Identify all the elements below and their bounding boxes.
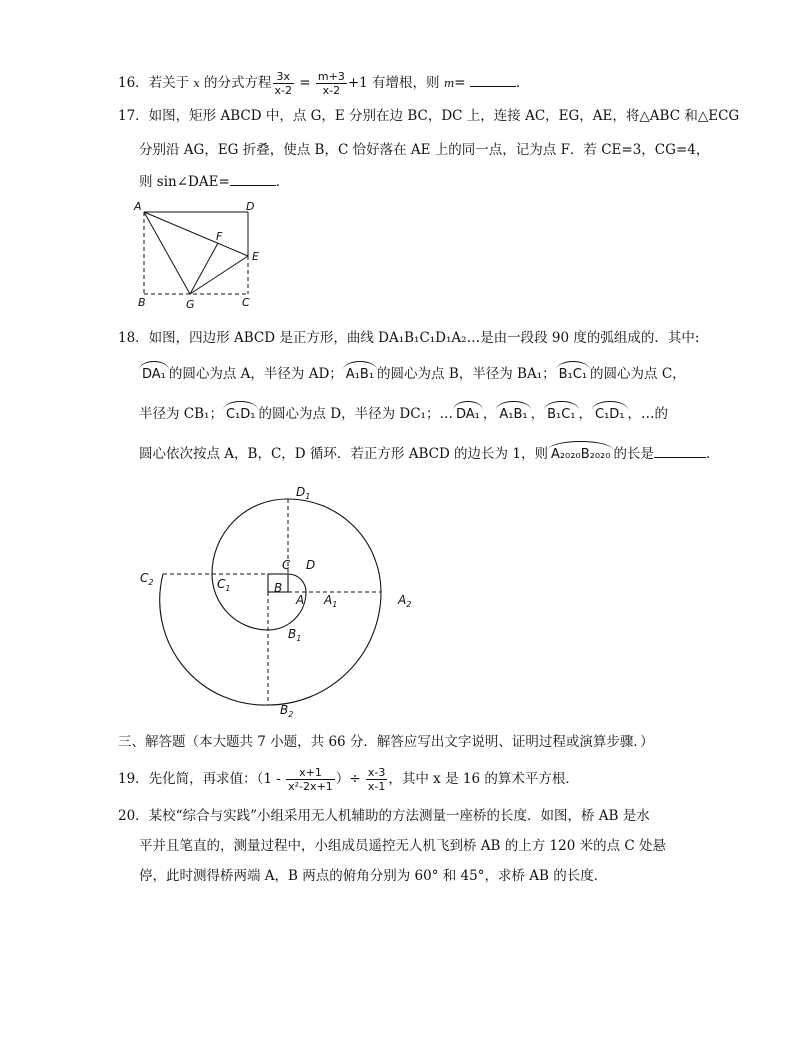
question-16: 16．若关于 x 的分式方程 $\frac{3x}{x-2}$ = $\frac{m+3}{x-2}$ +1 有增根，则 m= . — [118, 70, 521, 97]
fraction-x1: $\frac{x+1}{\text{x²-2x+1}}$ — [288, 766, 333, 793]
label-D: D — [306, 558, 316, 572]
label-A1: $A_1$ — [324, 593, 338, 609]
question-18-line-2: DA₁ 的圆心为点 A，半径为 AD； A₁B₁ 的圆心为点 B，半径为 BA₁； B₁C₁ 的圆心为点 C， — [139, 364, 686, 385]
question-18-line-3: 半径为 CB₁； C₁D₁ 的圆心为点 D，半径为 DC₁；… DA₁ ， A₁B₁ ， B₁C₁ ， C₁D₁ ，…的 — [139, 404, 668, 425]
label-E: E — [252, 250, 259, 263]
label-C: C — [242, 296, 250, 309]
label-C2: $C_2$ — [140, 571, 154, 587]
label-B: B — [138, 296, 146, 309]
label-A: A — [296, 593, 305, 607]
label-D: D — [246, 200, 255, 213]
question-17-line-2: 分别沿 AG，EG 折叠，使点 B，C 恰好落在 AE 上的同一点，记为点 F．若 CE=3，CG=4， — [139, 142, 710, 158]
question-18-line-1: 18．如图，四边形 ABCD 是正方形，曲线 DA₁B₁C₁D₁A₂…是由一段段 90 度的弧组成的．其中: — [118, 330, 700, 346]
label-B2: $B_2$ — [280, 703, 294, 718]
label-C1: $C_1$ — [217, 577, 231, 593]
label-A2: $A_2$ — [398, 593, 412, 609]
section-3-heading: 三、解答题（本大题共 7 小题，共 66 分．解答应写出文字说明、证明过程或演算步骤．） — [118, 734, 654, 750]
question-17-line-1: 17．如图，矩形 ABCD 中，点 G，E 分别在边 BC，DC 上，连接 AC，EG，AE，将△ABC 和△ECG — [118, 108, 740, 124]
fraction-3x: $\frac{3x}{x-2}$ — [274, 70, 292, 97]
figure-spiral-arcs — [130, 478, 450, 718]
figure-rectangle-fold — [130, 196, 270, 312]
label-B1: $B_1$ — [288, 627, 302, 643]
label-G: G — [186, 298, 195, 311]
question-20-line-1: 20．某校“综合与实践”小组采用无人机辅助的方法测量一座桥的长度．如图，桥 AB 是水 — [118, 808, 650, 824]
label-B: B — [274, 581, 283, 595]
label-A: A — [134, 200, 142, 213]
answer-blank — [230, 173, 276, 186]
question-20-line-2: 平并且笔直的，测量过程中，小组成员遥控无人机飞到桥 AB 的上方 120 米的点 C 处悬 — [139, 838, 667, 854]
fraction-x3: $\frac{x-3}{x-1}$ — [367, 766, 386, 793]
answer-blank — [654, 445, 706, 458]
question-20-line-3: 停，此时测得桥两端 A，B 两点的俯角分别为 60° 和 45°，求桥 AB 的长度． — [139, 868, 608, 884]
question-17-line-3: 则 sin∠DAE= ． — [139, 174, 290, 190]
label-D1: $D_1$ — [296, 485, 311, 501]
answer-blank — [470, 74, 516, 87]
fraction-m3: $\frac{m+3}{x-2}$ — [317, 70, 345, 97]
question-19: 19．先化简，再求值：（1 - $\frac{x+1}{\text{x²-2x+1}}$ ）÷ $\frac{x-3}{x-1}$ ，其中 x 是 16 的算术平方根． — [118, 766, 579, 793]
label-F: F — [216, 230, 223, 243]
question-18-line-4: 圆心依次按点 A，B，C，D 循环．若正方形 ABCD 的边长为 1，则 A₂₀₂₀B₂₀₂₀ 的长是 ． — [139, 444, 719, 465]
label-C: C — [282, 558, 291, 572]
